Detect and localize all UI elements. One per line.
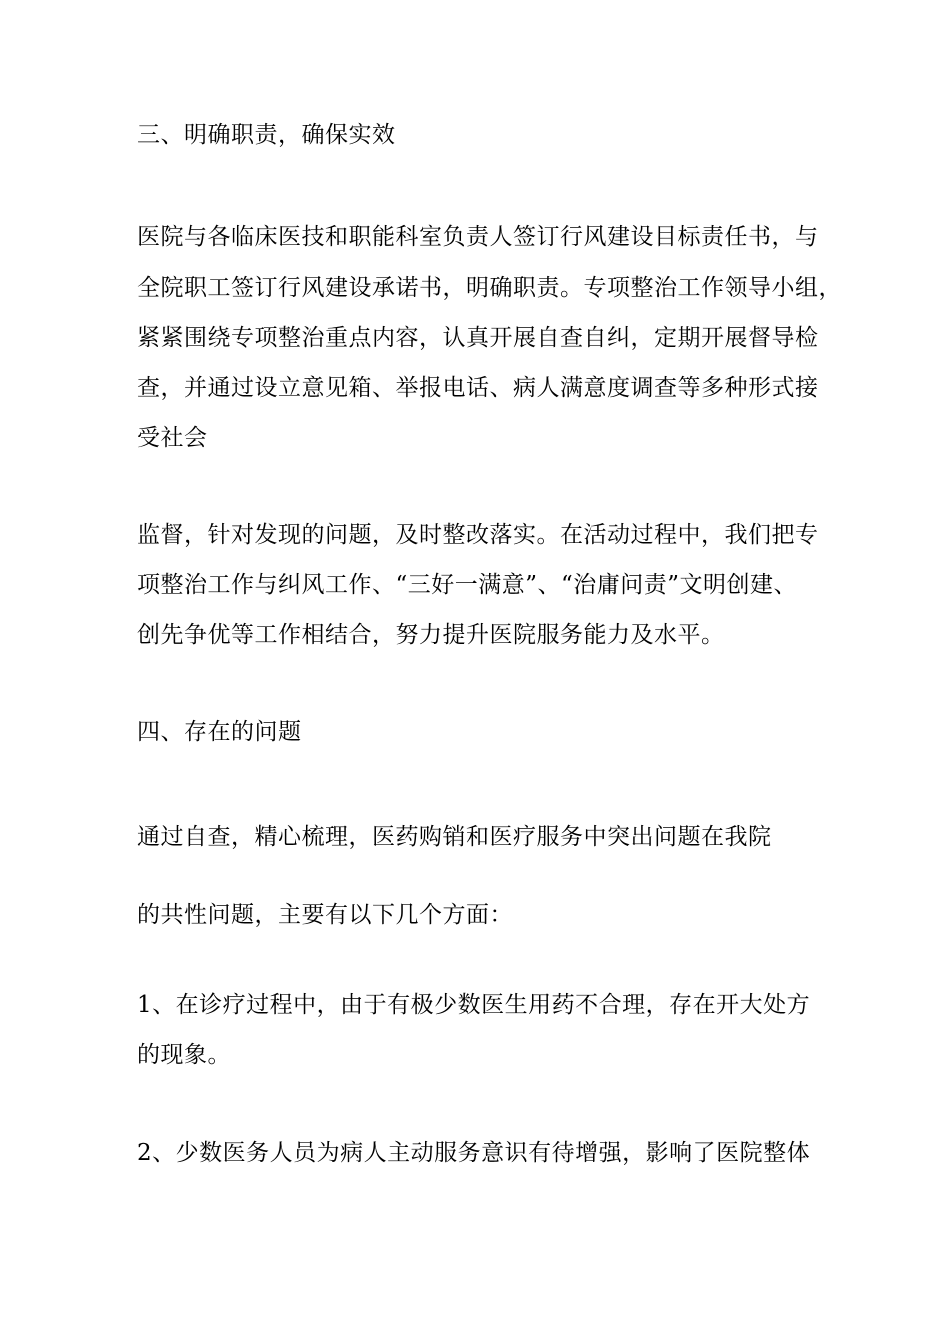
paragraph-line: 监督，针对发现的问题，及时整改落实。在活动过程中，我们把专 (137, 522, 819, 548)
list-item-line: 2、少数医务人员为病人主动服务意识有待增强，影响了医院整体 (137, 1140, 811, 1166)
list-item-line: 1、在诊疗过程中，由于有极少数医生用药不合理，存在开大处方 (137, 992, 811, 1018)
paragraph-line: 创先争优等工作相结合，努力提升医院服务能力及水平。 (137, 622, 725, 648)
paragraph-line: 紧紧围绕专项整治重点内容，认真开展自查自纠，定期开展督导检 (137, 325, 819, 351)
paragraph-line: 查，并通过设立意见箱、举报电话、病人满意度调查等多种形式接 (137, 375, 819, 401)
paragraph-line: 通过自查，精心梳理，医药购销和医疗服务中突出问题在我院 (137, 824, 772, 850)
paragraph-line: 项整治工作与纠风工作、“三好一满意”、“治庸问责”文明创建、 (137, 572, 798, 598)
section-heading: 四、存在的问题 (137, 719, 302, 745)
paragraph-line: 的共性问题，主要有以下几个方面： (137, 902, 513, 928)
list-item-line: 的现象。 (137, 1042, 231, 1068)
paragraph-line: 受社会 (137, 425, 208, 451)
paragraph-line: 全院职工签订行风建设承诺书，明确职责。专项整治工作领导小组， (137, 275, 842, 301)
section-heading: 三、明确职责，确保实效 (137, 122, 396, 148)
paragraph-line: 医院与各临床医技和职能科室负责人签订行风建设目标责任书，与 (137, 224, 819, 250)
